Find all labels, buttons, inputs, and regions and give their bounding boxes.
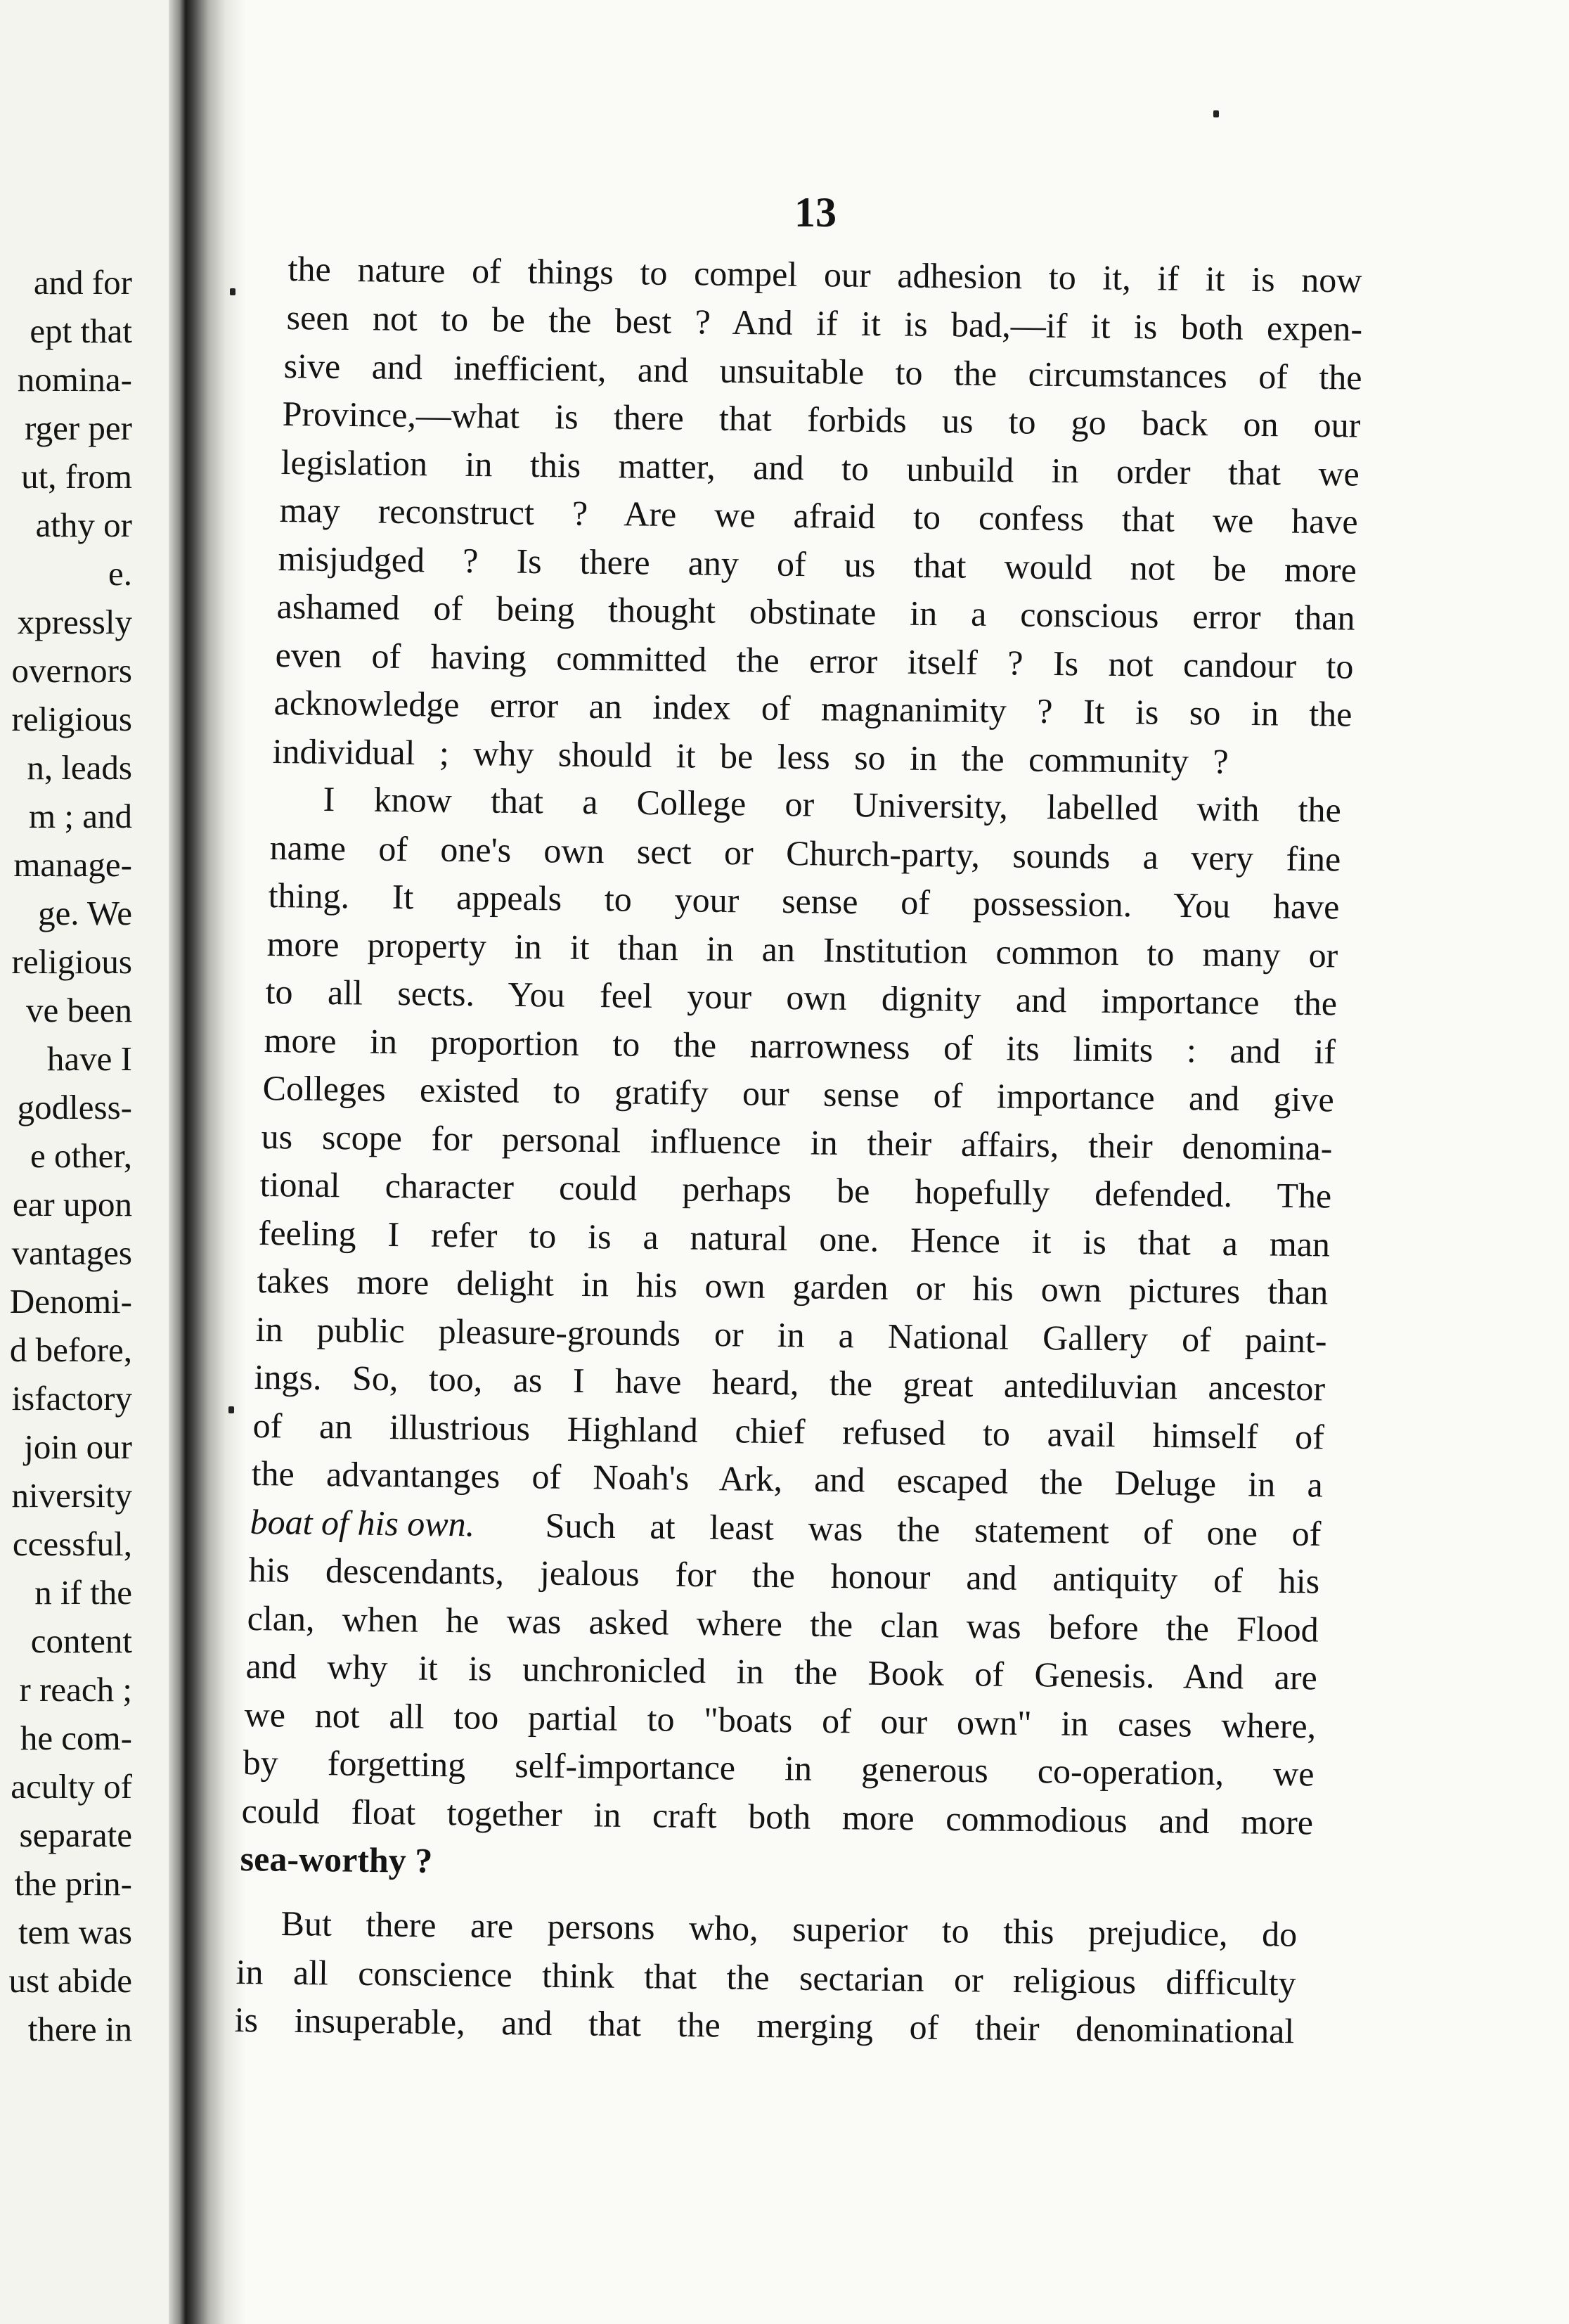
text-line: clan, when he was asked where the clan was before the Flood — [247, 1598, 1319, 1650]
text-line: more in proportion to the narrowness of its limits : and if — [264, 1020, 1336, 1072]
text-line: sive and inefficient, and unsuitable to the circumstances of the — [283, 346, 1362, 397]
facing-page-line: ge. We — [38, 894, 132, 932]
text-line: ings. So, too, as I have heard, the great antediluvian ancestor — [254, 1357, 1326, 1408]
text-line: takes more delight in his own garden or his own pictures than — [257, 1261, 1329, 1312]
facing-page-line: ccessful, — [12, 1524, 132, 1563]
text-line: more property in it than in an Institution common to many or — [266, 924, 1338, 975]
text-line: individual ; why should it be less so in the community ? — [272, 731, 1229, 781]
text-line: Such at least was the statement of one of — [545, 1506, 1322, 1553]
text-line: is insuperable, and that the merging of their denominational — [234, 2000, 1295, 2051]
facing-page-line: Denomi- — [9, 1282, 132, 1321]
text-line: thing. It appeals to your sense of possession. You have — [268, 875, 1340, 927]
text-line: even of having committed the error itself ? Is not candour to — [275, 635, 1354, 686]
text-line: the nature of things to compel our adhesion to it, if it is now — [288, 249, 1362, 300]
text-line: us scope for personal influence in their affairs, their denomina- — [261, 1117, 1333, 1168]
text-line: I know that a College or University, labelled with the — [323, 779, 1342, 830]
facing-page-line: xpressly — [17, 603, 132, 641]
facing-page-line: n if the — [34, 1573, 132, 1612]
facing-page-line: n, leads — [27, 748, 132, 787]
facing-page-line: m ; and — [29, 797, 132, 835]
facing-page-line: overnors — [11, 651, 132, 690]
facing-page-line: content — [30, 1622, 132, 1660]
text-line: misjudged ? Is there any of us that would not be more — [278, 539, 1357, 590]
facing-page-line: r reach ; — [19, 1670, 132, 1709]
text-line: seen not to be the best ? And if it is bad,—if it is both expen- — [286, 297, 1363, 349]
facing-page-line: separate — [19, 1816, 132, 1854]
facing-page-line: e. — [108, 554, 132, 593]
text-line: by forgetting self-importance in generous co-operation, we — [243, 1742, 1315, 1794]
facing-page-line: vantages — [11, 1233, 132, 1272]
facing-page-line: aculty of — [11, 1767, 132, 1806]
text-line: his descendants, jealous for the honour and antiquity of his — [248, 1550, 1320, 1601]
text-line: Colleges existed to gratify our sense of importance and give — [262, 1068, 1335, 1119]
facing-page-line: religious — [11, 700, 132, 738]
facing-page-line: godless- — [17, 1088, 132, 1126]
text-line: the advantanges of Noah's Ark, and escaped the Deluge in a — [251, 1453, 1324, 1505]
facing-page-line: manage- — [13, 845, 132, 884]
facing-page-line: ut, from — [21, 457, 132, 496]
facing-page-line: tem was — [18, 1913, 132, 1951]
text-line: name of one's own sect or Church-party, sounds a very fine — [269, 828, 1341, 879]
text-line: legislation in this matter, and to unbuild in order that we — [280, 442, 1360, 494]
facing-page-line: nomina- — [17, 360, 132, 399]
facing-page-line: join our — [24, 1427, 132, 1466]
facing-page-line: ve been — [26, 991, 132, 1029]
facing-page-line: athy or — [35, 506, 132, 544]
text-line: But there are persons who, superior to this prejudice, do — [280, 1904, 1298, 1954]
facing-page-line: have I — [46, 1039, 132, 1078]
facing-page-line: and for — [33, 263, 132, 302]
text-line: could float together in craft both more commodious and more — [241, 1791, 1314, 1842]
text-line-italic — [250, 1502, 475, 1544]
text-line: ashamed of being thought obstinate in a conscious error than — [276, 586, 1355, 638]
text-line: we not all too partial to "boats of our own" in cases where, — [244, 1695, 1317, 1746]
facing-page-line: d before, — [9, 1330, 132, 1369]
page-number: 13 — [794, 189, 837, 236]
facing-page-line: e other, — [30, 1136, 132, 1175]
text-line: tional character could perhaps be hopefully defended. The — [259, 1164, 1332, 1216]
facing-page-line: there in — [27, 2010, 132, 2048]
facing-page-line: niversity — [11, 1476, 132, 1515]
facing-page-line: religious — [11, 942, 132, 981]
text-line: may reconstruct ? Are we afraid to confess that we have — [279, 490, 1358, 541]
text-line: Province,—what is there that forbids us to go back on our — [282, 394, 1361, 445]
facing-page-line: ept that — [30, 312, 132, 350]
text-line: feeling I refer to is a natural one. Hence it is that a man — [258, 1213, 1331, 1264]
text-line: sea-worthy ? — [240, 1839, 433, 1880]
facing-page-line: isfactory — [11, 1379, 132, 1418]
italic-phrase: boat of his own. — [250, 1502, 475, 1544]
text-line: in all conscience think that the sectarian or religious difficulty — [235, 1952, 1296, 2003]
text-line: in public pleasure-grounds or in a National Gallery of paint- — [255, 1309, 1327, 1361]
text-line: acknowledge error an index of magnanimity ? It is so in the — [273, 683, 1352, 734]
text-line: and why it is unchronicled in the Book of Genesis. And are — [245, 1646, 1318, 1697]
facing-page-line: ust abide — [8, 1961, 132, 2000]
text-line: of an illustrious Highland chief refused to avail himself of — [252, 1406, 1325, 1457]
text-line: to all sects. You feel your own dignity and importance the — [265, 972, 1338, 1023]
facing-page-line: rger per — [25, 409, 132, 447]
facing-page-line: he com- — [20, 1719, 132, 1757]
facing-page-line: the prin- — [14, 1864, 132, 1903]
facing-page-line: ear upon — [12, 1185, 132, 1224]
